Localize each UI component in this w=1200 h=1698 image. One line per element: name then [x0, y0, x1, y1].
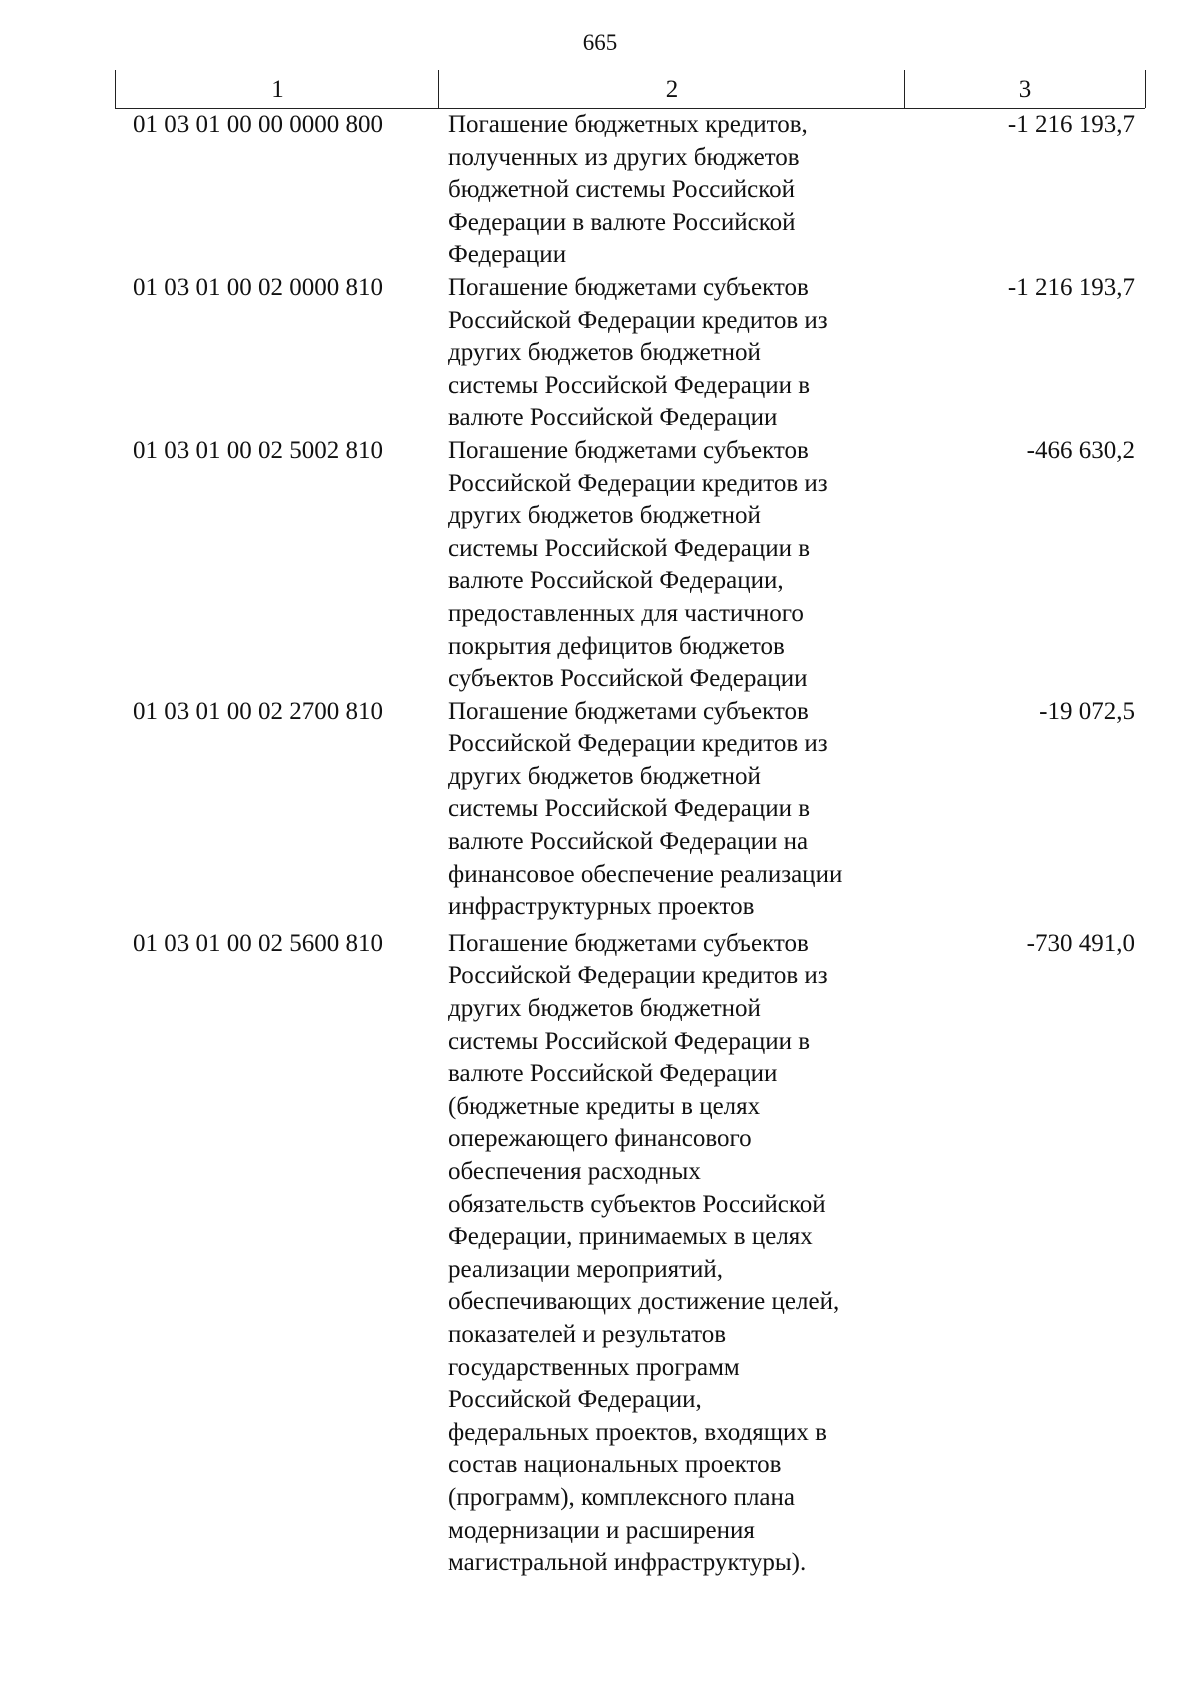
description-line: Российской Федерации кредитов из	[448, 730, 828, 758]
description-line: модернизации и расширения	[448, 1516, 755, 1544]
description-line: других бюджетов бюджетной	[448, 995, 761, 1023]
table-row	[115, 928, 1145, 1580]
description-line: бюджетной системы Российской	[448, 176, 795, 204]
description-line: инфраструктурных проектов	[448, 893, 755, 921]
budget-code: 01 03 01 00 02 5600 810	[133, 929, 383, 957]
table-row	[115, 109, 1145, 272]
description-line: системы Российской Федерации в	[448, 795, 811, 823]
item-description	[438, 109, 904, 272]
description-line: Федерации, принимаемых в целях	[448, 1223, 813, 1251]
table-body	[115, 109, 1145, 1580]
amount-value: -1 216 193,7	[1007, 111, 1135, 138]
description-line: валюте Российской Федерации,	[448, 567, 784, 595]
description-line: системы Российской Федерации в	[448, 1027, 811, 1055]
budget-code: 01 03 01 00 00 0000 800	[133, 111, 383, 138]
table-row	[115, 696, 1145, 924]
description-line: Российской Федерации кредитов из	[448, 469, 828, 497]
description-line: показателей и результатов	[448, 1320, 727, 1348]
description-line: магистральной инфраструктуры).	[448, 1549, 807, 1577]
amount-value: -1 216 193,7	[1007, 273, 1135, 301]
description-line: покрытия дефицитов бюджетов	[448, 632, 785, 660]
description-line: других бюджетов бюджетной	[448, 502, 761, 530]
description-line: обязательств субъектов Российской	[448, 1190, 826, 1218]
description-line: предоставленных для частичного	[448, 599, 804, 627]
item-description	[438, 272, 904, 435]
description-line: полученных из других бюджетов	[448, 143, 800, 171]
description-line: Погашение бюджетами субъектов	[448, 273, 809, 301]
item-description	[438, 928, 904, 1580]
description-line: Федерации	[448, 241, 567, 269]
description-line: государственных программ	[448, 1353, 740, 1381]
description-line: состав национальных проектов	[448, 1451, 782, 1479]
amount-value: -19 072,5	[1039, 697, 1135, 725]
item-description	[438, 696, 904, 924]
description-line: финансовое обеспечение реализации	[448, 860, 843, 888]
table-header	[115, 70, 1145, 109]
item-description	[438, 435, 904, 696]
page-number: 665	[582, 30, 618, 55]
budget-code: 01 03 01 00 02 5002 810	[133, 436, 383, 464]
description-line: других бюджетов бюджетной	[448, 339, 761, 367]
budget-code: 01 03 01 00 02 0000 810	[133, 273, 383, 301]
description-line: системы Российской Федерации в	[448, 534, 811, 562]
description-line: обеспечивающих достижение целей,	[448, 1288, 840, 1316]
description-line: федеральных проектов, входящих в	[448, 1418, 827, 1446]
description-line: валюте Российской Федерации	[448, 1060, 778, 1088]
description-line: (бюджетные кредиты в целях	[448, 1092, 761, 1120]
description-line: других бюджетов бюджетной	[448, 762, 761, 790]
description-line: (программ), комплексного плана	[448, 1483, 795, 1511]
description-line: субъектов Российской Федерации	[448, 665, 808, 693]
amount-value: -466 630,2	[1026, 436, 1135, 464]
description-line: реализации мероприятий,	[448, 1255, 724, 1283]
description-line: системы Российской Федерации в	[448, 371, 811, 399]
description-line: опережающего финансового	[448, 1125, 752, 1153]
table-row	[115, 272, 1145, 435]
description-line: валюте Российской Федерации на	[448, 828, 809, 856]
amount-value: -730 491,0	[1026, 929, 1135, 957]
description-line: Погашение бюджетных кредитов,	[448, 111, 808, 138]
description-line: валюте Российской Федерации	[448, 404, 778, 432]
description-line: Погашение бюджетами субъектов	[448, 436, 809, 464]
column-header-2: 2	[438, 70, 905, 108]
description-line: Российской Федерации,	[448, 1386, 702, 1414]
description-line: Погашение бюджетами субъектов	[448, 929, 809, 957]
column-header-3: 3	[904, 70, 1146, 108]
description-line: Федерации в валюте Российской	[448, 208, 796, 236]
table-row	[115, 435, 1145, 696]
description-line: Российской Федерации кредитов из	[448, 962, 828, 990]
description-line: Погашение бюджетами субъектов	[448, 697, 809, 725]
column-header-1: 1	[115, 70, 439, 108]
description-line: обеспечения расходных	[448, 1158, 701, 1185]
budget-code: 01 03 01 00 02 2700 810	[133, 697, 383, 725]
description-line: Российской Федерации кредитов из	[448, 306, 828, 334]
